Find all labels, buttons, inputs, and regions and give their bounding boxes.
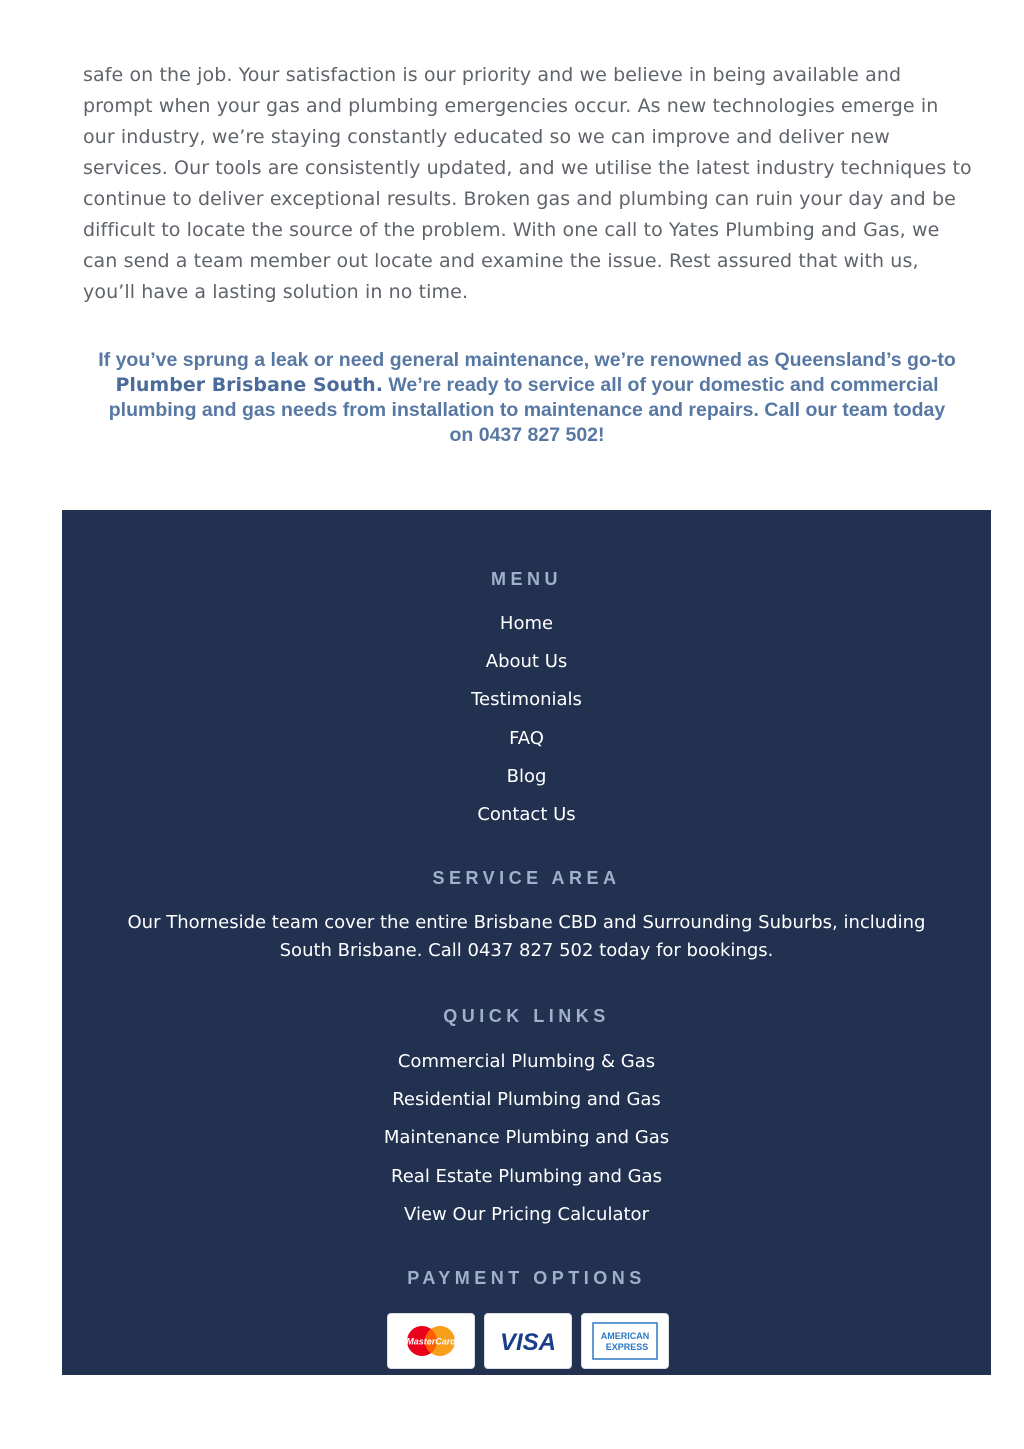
- quick-link-pricing-calculator[interactable]: View Our Pricing Calculator: [404, 1203, 649, 1225]
- amex-text-line2: EXPRESS: [605, 1342, 649, 1352]
- cta-text-after: We’re ready to service all of your domestic and commercial plumbing and gas needs from installation to maintenance and repairs. Call our team today on 0437 827 502!: [108, 374, 946, 446]
- cta-text-before: If you’ve sprung a leak or need general maintenance, we’re renowned as Queensland’s go-to: [98, 349, 956, 371]
- menu-item-testimonials[interactable]: Testimonials: [471, 689, 582, 711]
- menu-heading: MENU: [491, 569, 562, 589]
- menu-item-contact-us[interactable]: Contact Us: [477, 803, 576, 825]
- menu-item-blog[interactable]: Blog: [506, 765, 547, 787]
- intro-paragraph: safe on the job. Your satisfaction is our priority and we believe in being available and prompt when your gas and plumbing emergencies occur. As new technologies emerge in our industry, we’re staying constantly educated so we can improve and deliver new services. Our tools are consistently updated, and we utilise the latest industry techniques to continue to deliver exceptional results. Broken gas and plumbing can ruin your day and be difficult to locate the source of the problem. With one call to Yates Plumbing and Gas, we can send a team member out locate and examine the issue. Rest assured that with us, you’ll have a lasting solution in no time.: [83, 64, 972, 303]
- footer-menu: [62, 605, 991, 834]
- payment-cards: [387, 1313, 669, 1369]
- visa-text: VISA: [499, 1329, 557, 1356]
- menu-item-home[interactable]: Home: [499, 613, 554, 634]
- quick-link-maintenance[interactable]: Maintenance Plumbing and Gas: [383, 1127, 670, 1149]
- menu-item-about-us[interactable]: About Us: [485, 651, 568, 673]
- quick-link-real-estate[interactable]: Real Estate Plumbing and Gas: [391, 1165, 662, 1187]
- mastercard-text: MasterCard: [406, 1336, 456, 1347]
- quick-links-list: [62, 1043, 991, 1234]
- visa-logo: [484, 1313, 572, 1369]
- call-to-action: [96, 348, 958, 448]
- menu-item-faq[interactable]: FAQ: [509, 727, 544, 749]
- mastercard-logo: [387, 1313, 475, 1369]
- amex-text-line1: AMERICAN: [600, 1331, 650, 1341]
- payment-options-heading: PAYMENT OPTIONS: [407, 1268, 646, 1288]
- site-footer: [62, 510, 991, 1375]
- service-area-text: Our Thorneside team cover the entire Brisbane CBD and Surrounding Suburbs, including South Brisbane. Call 0437 827 502 today for bookings.: [127, 912, 926, 961]
- quick-link-residential[interactable]: Residential Plumbing and Gas: [392, 1089, 661, 1111]
- plumber-brisbane-south-link[interactable]: Plumber Brisbane South.: [115, 374, 383, 396]
- service-area-heading: SERVICE AREA: [432, 868, 621, 888]
- quick-links-heading: QUICK LINKS: [443, 1006, 610, 1026]
- quick-link-commercial[interactable]: Commercial Plumbing & Gas: [397, 1051, 656, 1072]
- amex-logo: [581, 1313, 669, 1369]
